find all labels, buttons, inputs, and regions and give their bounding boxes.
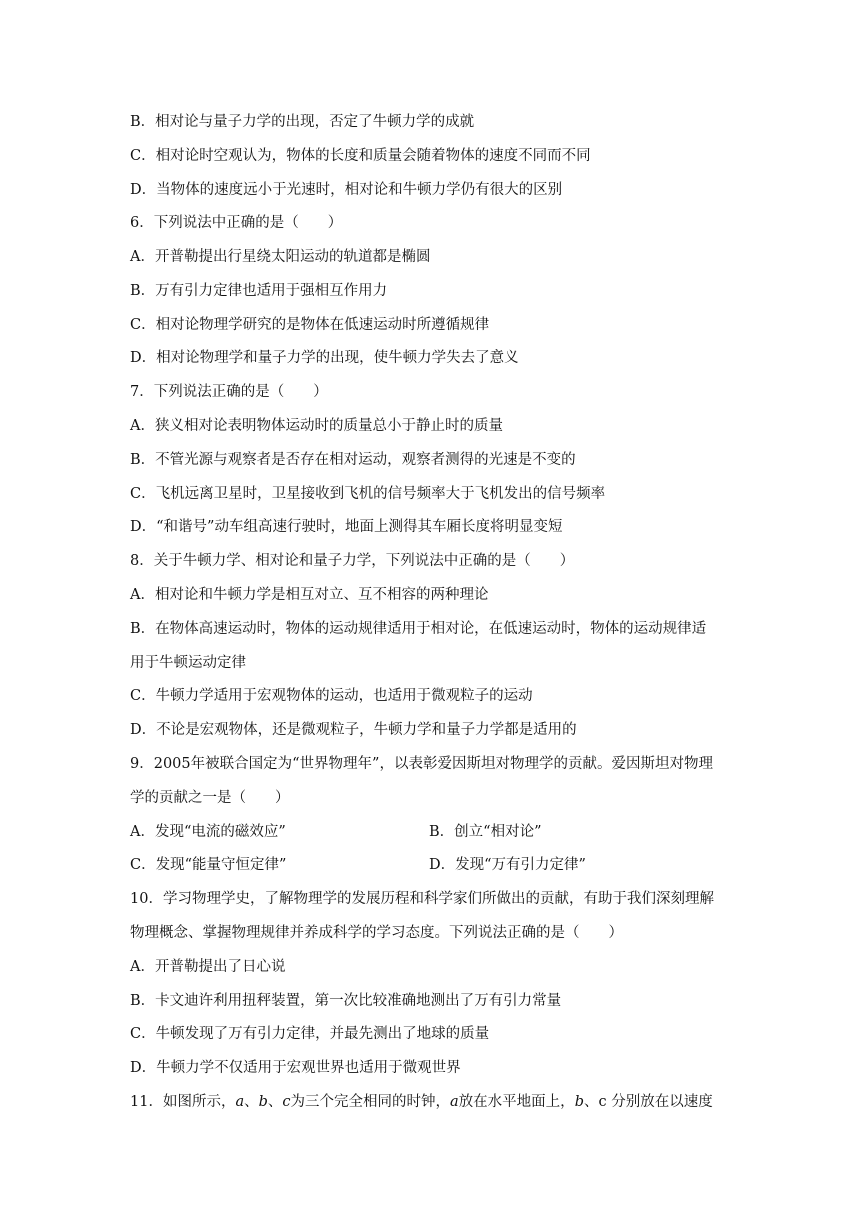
q9-option-d: D．发现“万有引力定律” xyxy=(429,857,586,873)
q5-option-d: D．当物体的速度远小于光速时，相对论和牛顿力学仍有很大的区别 xyxy=(130,182,563,198)
q11-text-2: 、 xyxy=(244,1094,259,1110)
q8-stem: 8．关于牛顿力学、相对论和量子力学，下列说法中正确的是（ ） xyxy=(130,553,575,569)
q6-option-a: A．开普勒提出行星绕太阳运动的轨道都是椭圆 xyxy=(130,249,431,265)
q8-option-b-cont: 用于牛顿运动定律 xyxy=(130,655,246,671)
q10-stem-cont: 物理概念、掌握物理规律并养成科学的学习态度。下列说法正确的是（ ） xyxy=(130,925,623,941)
q11-var-a: a xyxy=(235,1094,245,1110)
q8-option-a: A．相对论和牛顿力学是相互对立、互不相容的两种理论 xyxy=(130,587,489,603)
q5-option-c: C．相对论时空观认为，物体的长度和质量会随着物体的速度不同而不同 xyxy=(130,148,591,164)
q9-option-a: A．发现“电流的磁效应” xyxy=(130,824,286,840)
q6-option-d: D．相对论物理学和量子力学的出现，使牛顿力学失去了意义 xyxy=(130,350,519,366)
q11-stem xyxy=(130,1092,713,1112)
q11-text-4: 为三个完全相同的时钟， xyxy=(290,1094,451,1110)
q9-option-b: B．创立“相对论” xyxy=(429,824,542,840)
q7-option-b: B．不管光源与观察者是否存在相对运动，观察者测得的光速是不变的 xyxy=(130,452,576,468)
q8-option-d: D．不论是宏观物体，还是微观粒子，牛顿力学和量子力学都是适用的 xyxy=(130,722,577,738)
q9-stem-cont: 学的贡献之一是（ ） xyxy=(130,790,290,806)
q11-var-a2: a xyxy=(450,1094,459,1110)
q8-option-b: B．在物体高速运动时，物体的运动规律适用于相对论，在低速运动时，物体的运动规律适 xyxy=(130,621,707,637)
q8-option-c: C．牛顿力学适用于宏观物体的运动，也适用于微观粒子的运动 xyxy=(130,688,533,704)
q10-option-d: D．牛顿力学不仅适用于宏观世界也适用于微观世界 xyxy=(130,1060,461,1076)
q9-stem: 9．2005年被联合国定为“世界物理年”，以表彰爱因斯坦对物理学的贡献。爱因斯坦对物理 xyxy=(130,756,713,772)
q6-option-b: B．万有引力定律也适用于强相互作用力 xyxy=(130,283,388,299)
q9-option-c: C．发现“能量守恒定律” xyxy=(130,857,287,873)
q10-option-b: B．卡文迪许利用扭秤装置，第一次比较准确地测出了万有引力常量 xyxy=(130,993,562,1009)
q10-stem: 10．学习物理学史，了解物理学的发展历程和科学家们所做出的贡献，有助于我们深刻理解 xyxy=(130,891,714,907)
q5-option-b: B．相对论与量子力学的出现，否定了牛顿力学的成就 xyxy=(130,114,475,130)
q10-option-a: A．开普勒提出了日心说 xyxy=(130,959,286,975)
q11-var-c: c xyxy=(282,1094,291,1110)
q7-option-d: D．“和谐号”动车组高速行驶时，地面上测得其车厢长度将明显变短 xyxy=(130,519,563,535)
q11-text-6: 、c 分别放在以速度 xyxy=(583,1094,713,1110)
q7-stem: 7．下列说法正确的是（ ） xyxy=(130,384,328,400)
q6-option-c: C．相对论物理学研究的是物体在低速运动时所遵循规律 xyxy=(130,317,490,333)
q11-var-b2: b xyxy=(574,1094,584,1110)
q11-text-5: 放在水平地面上， xyxy=(458,1094,575,1110)
q11-text-1: 11．如图所示， xyxy=(130,1094,236,1110)
q11-text-3: 、 xyxy=(267,1094,283,1110)
q7-option-c: C．飞机远离卫星时，卫星接收到飞机的信号频率大于飞机发出的信号频率 xyxy=(130,486,606,502)
q7-option-a: A．狭义相对论表明物体运动时的质量总小于静止时的质量 xyxy=(130,418,503,434)
q10-option-c: C．牛顿发现了万有引力定律，并最先测出了地球的质量 xyxy=(130,1026,490,1042)
q6-stem: 6．下列说法中正确的是（ ） xyxy=(130,215,343,231)
q11-var-b: b xyxy=(258,1094,268,1110)
